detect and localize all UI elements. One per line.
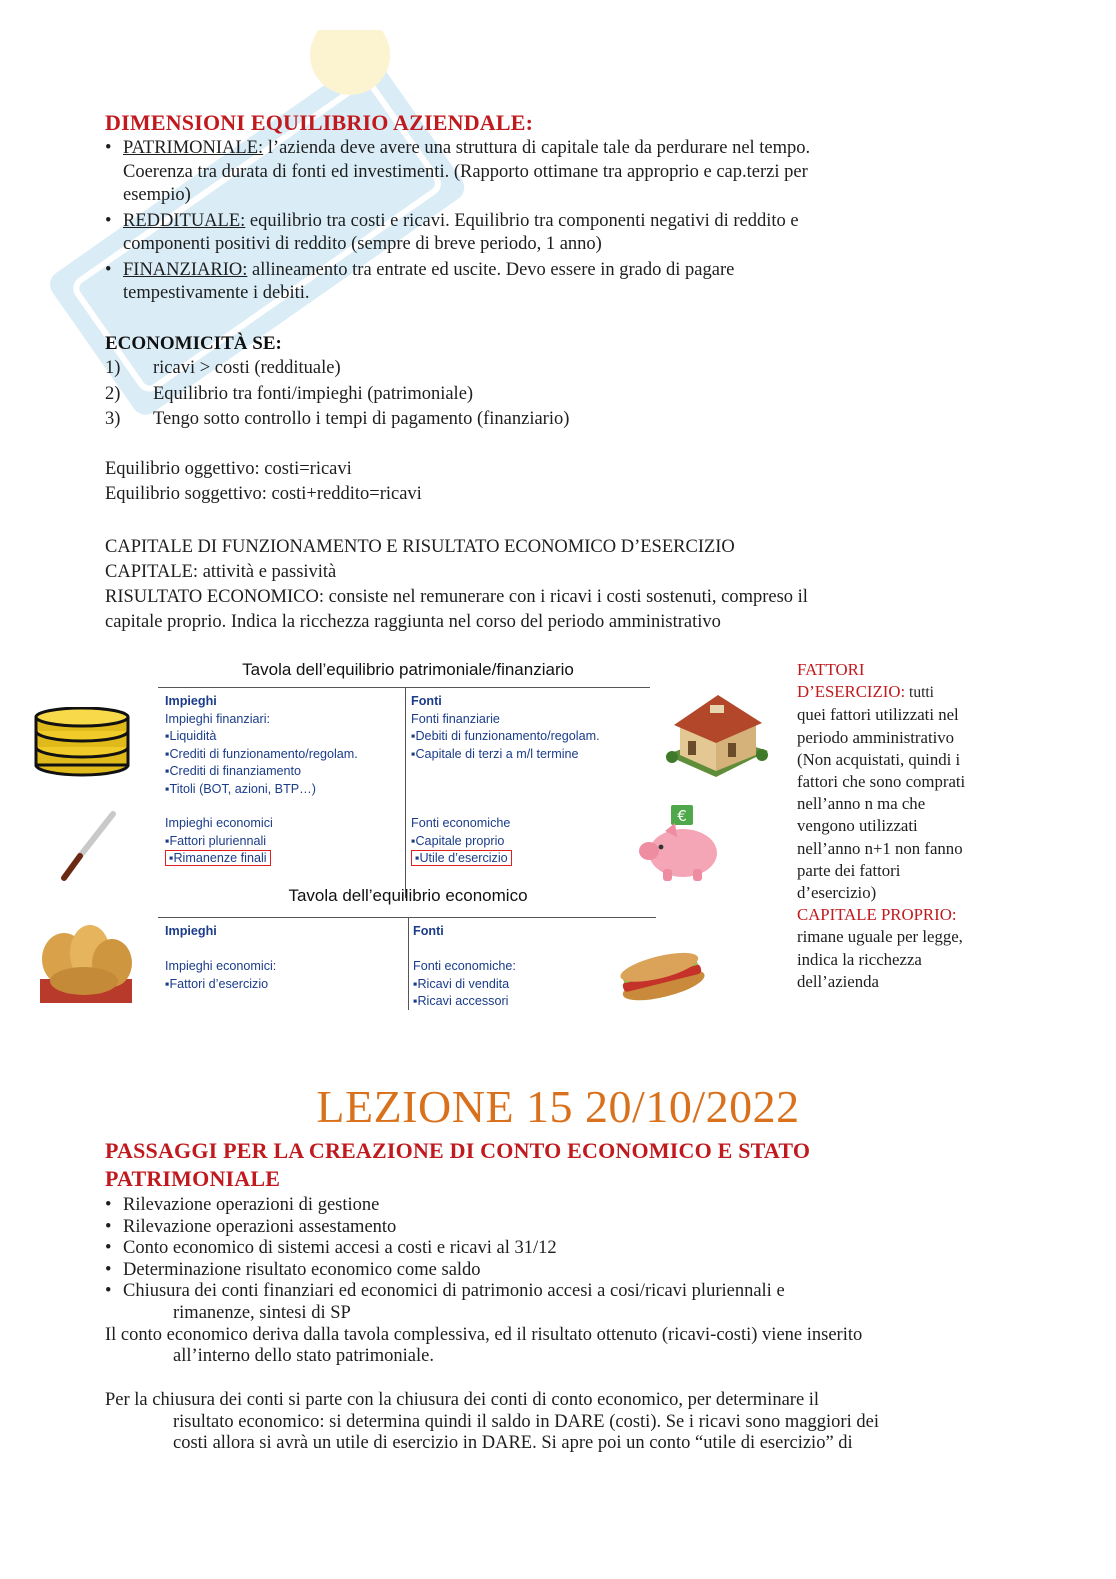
section-capitale	[105, 535, 1005, 635]
note-text: vengono utilizzati	[797, 816, 918, 836]
list-item: • Rilevazione operazioni di gestione	[105, 1195, 1025, 1217]
list-item	[105, 210, 1005, 257]
table-divider	[405, 688, 406, 898]
item-text: tempestivamente i debiti.	[123, 283, 310, 303]
item-label: REDDITUALE:	[123, 210, 246, 231]
item-text: Coerenza tra durata di fonti ed investimenti. (Rapporto ottimane tra approprio e cap.terzi per	[123, 161, 808, 182]
paragraph-line: Il conto economico deriva dalla tavola complessiva, ed il risultato ottenuto (ricavi-costi) viene inserito	[105, 1324, 863, 1345]
risultato-text: capitale proprio. Indica la ricchezza raggiunta nel corso del periodo amministrativo	[105, 612, 721, 632]
col-sub: Impieghi economici	[165, 816, 273, 830]
paragraph-line: all’interno dello stato patrimoniale.	[173, 1346, 434, 1367]
capitale-heading: CAPITALE DI FUNZIONAMENTO E RISULTATO ECONOMICO D’ESERCIZIO	[105, 537, 735, 557]
item-label: FINANZIARIO:	[123, 259, 248, 280]
capitale-text: CAPITALE: attività e passività	[105, 562, 337, 582]
lesson-heading-line: PATRIMONIALE	[105, 1166, 281, 1191]
lesson-section	[105, 1137, 1025, 1455]
note-text: periodo amministrativo	[797, 727, 955, 747]
col-head: Impieghi	[165, 924, 217, 938]
piggy-bank-icon	[635, 803, 729, 885]
item-label: PATRIMONIALE:	[123, 138, 264, 158]
item-text: Tengo sotto controllo i tempi di pagamento (finanziario)	[153, 409, 570, 429]
item-text: l’azienda deve avere una struttura di capitale tale da perdurare nel tempo.	[263, 138, 811, 158]
col-head: Impieghi	[165, 694, 217, 708]
note-heading: CAPITALE PROPRIO:	[797, 905, 957, 925]
note-text: tutti	[905, 684, 934, 702]
col-item: ▪Capitale proprio	[411, 833, 505, 848]
table-divider	[408, 918, 409, 1010]
steps-list	[105, 1195, 1025, 1325]
col-item: ▪Ricavi di vendita	[413, 976, 510, 991]
equilibrio-soggettivo: Equilibrio soggettivo: costi+reddito=ricavi	[105, 484, 422, 504]
side-note	[797, 659, 1027, 993]
list-item: • Conto economico di sistemi accesi a costi e ricavi al 31/12	[105, 1238, 1025, 1260]
item-text: ricavi > costi (reddituale)	[153, 358, 341, 378]
col-head: Fonti	[411, 694, 442, 708]
table-right-fonti	[411, 693, 651, 763]
paragraph-line: costi allora si avrà un utile di esercizio in DARE. Si apre poi un conto “utile di esercizio” di	[173, 1433, 853, 1454]
table-title: Tavola dell’equilibrio patrimoniale/finanziario	[242, 660, 574, 679]
col-item: ▪Crediti di finanziamento	[165, 764, 302, 778]
item-text: equilibrio tra costi e ricavi. Equilibrio tra componenti negativi di reddito e	[245, 210, 799, 231]
paragraph-line: risultato economico: si determina quindi il saldo in DARE (costi). Se i ricavi sono maggiori dei	[173, 1411, 879, 1432]
table-title: Tavola dell’equilibrio economico	[288, 886, 528, 905]
col-item: ▪Titoli (BOT, azioni, BTP…)	[165, 781, 316, 796]
section-economicita	[105, 333, 1005, 507]
note-text: nell’anno n+1 non fanno	[797, 838, 963, 858]
table-left-impieghi	[165, 693, 405, 798]
col-sub: Impieghi economici:	[165, 959, 277, 973]
note-text: fattori che sono comprati	[797, 772, 966, 792]
col-item: ▪Fattori pluriennali	[165, 833, 267, 848]
note-heading: FATTORI	[797, 660, 865, 679]
bank-building-icon	[660, 685, 772, 783]
list-item	[105, 137, 1005, 208]
section-title: ECONOMICITÀ SE:	[105, 333, 282, 354]
knife-icon	[58, 810, 118, 882]
list-item: • Rilevazione operazioni assestamento	[105, 1217, 1025, 1239]
bread-basket-icon	[38, 917, 134, 1005]
list-item	[105, 1281, 1025, 1324]
sandwich-icon	[616, 945, 708, 1011]
coins-icon	[32, 707, 132, 779]
section-title: DIMENSIONI EQUILIBRIO AZIENDALE:	[105, 110, 534, 135]
note-text: parte dei fattori	[797, 860, 901, 880]
col-item: ▪Debiti di funzionamento/regolam.	[411, 729, 600, 743]
lesson-heading-line: PASSAGGI PER LA CREAZIONE DI CONTO ECONOMICO E STATO	[105, 1138, 811, 1163]
note-text: dell’azienda	[797, 971, 879, 991]
col-item: ▪Capitale di terzi a m/l termine	[411, 746, 579, 761]
paragraph-line: Per la chiusura dei conti si parte con la chiusura dei conti di conto economico, per determinare il	[105, 1389, 820, 1410]
col-item-highlight: ▪Utile d’esercizio	[411, 850, 512, 866]
list-item	[105, 357, 1005, 381]
item-text: Equilibrio tra fonti/impieghi (patrimoniale)	[153, 383, 474, 404]
table2-left	[165, 923, 405, 993]
col-item: ▪Liquidità	[165, 729, 217, 743]
note-text: quei fattori utilizzati nel	[797, 705, 959, 725]
equilibrio-list	[105, 137, 1005, 306]
item-number: 1)	[105, 358, 121, 378]
item-text: allineamento tra entrate ed uscite. Devo essere in grado di pagare	[247, 259, 735, 280]
section-equilibrio	[105, 110, 1005, 306]
note-text: indica la ricchezza	[797, 949, 922, 969]
note-heading: D’ESERCIZIO:	[797, 682, 906, 702]
col-item: ▪Fattori d’esercizio	[165, 976, 269, 991]
lesson-title: LEZIONE 15 20/10/2022	[316, 1081, 800, 1132]
table-right-economiche	[411, 815, 651, 868]
col-item: ▪Ricavi accessori	[413, 994, 509, 1008]
euro-symbol: €	[677, 807, 687, 825]
item-text: componenti positivi di reddito (sempre di breve periodo, 1 anno)	[123, 234, 602, 254]
table-rule	[158, 917, 656, 918]
list-item	[105, 408, 1005, 432]
item-number: 2)	[105, 383, 121, 404]
item-text: rimanenze, sintesi di SP	[173, 1302, 351, 1323]
table-rule	[158, 687, 650, 688]
list-item: • Determinazione risultato economico come saldo	[105, 1260, 1025, 1282]
lesson-heading	[105, 1137, 1025, 1193]
item-text: Chiusura dei conti finanziari ed economici di patrimonio accesi a cosi/ricavi pluriennali e	[123, 1281, 785, 1302]
note-text: (Non acquistati, quindi i	[797, 749, 961, 769]
item-text: esempio)	[123, 185, 191, 205]
col-sub: Impieghi finanziari:	[165, 711, 270, 726]
lesson-paragraph	[105, 1325, 1025, 1368]
list-item	[105, 383, 1005, 407]
risultato-text: RISULTATO ECONOMICO: consiste nel remunerare con i ricavi i costi sostenuti, compreso il	[105, 587, 808, 607]
col-head: Fonti	[413, 924, 444, 938]
equilibrio-figure	[20, 655, 780, 1015]
list-item	[105, 259, 1005, 306]
lesson-paragraph	[105, 1390, 1025, 1455]
col-sub: Fonti economiche:	[413, 959, 516, 973]
col-item-highlight: ▪Rimanenze finali	[165, 850, 271, 866]
note-text: rimane uguale per legge,	[797, 927, 963, 947]
col-item: ▪Crediti di funzionamento/regolam.	[165, 746, 358, 761]
item-number: 3)	[105, 409, 121, 429]
col-sub: Fonti economiche	[411, 816, 511, 830]
col-sub: Fonti finanziarie	[411, 711, 500, 726]
note-text: nell’anno n ma che	[797, 794, 926, 814]
table-left-economici	[165, 815, 405, 868]
equilibrio-oggettivo: Equilibrio oggettivo: costi=ricavi	[105, 458, 352, 479]
note-text: d’esercizio)	[797, 883, 877, 903]
